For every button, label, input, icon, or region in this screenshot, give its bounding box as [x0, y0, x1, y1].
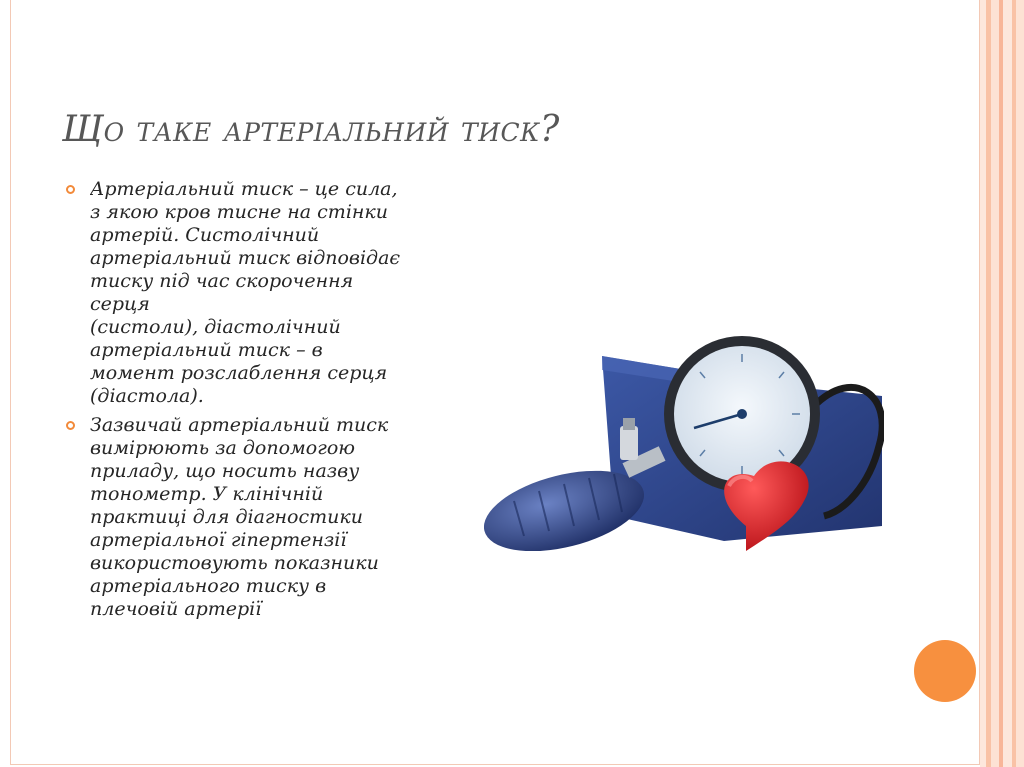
- bullet-text-measurement: Зазвичай артеріальний тиск вимірюють за допомогою приладу, що носить назву тонометр. У клінічній практиці для діагностики артеріальної гіпертензії використовують показники артеріального тиску в плечовій артерії: [90, 414, 389, 620]
- list-item: [62, 414, 462, 621]
- bullet-list: [62, 178, 462, 627]
- decorative-orange-circle: [914, 640, 976, 702]
- tonometer-photo: [484, 326, 884, 551]
- bullet-circle-icon: [66, 185, 75, 194]
- slide-title: Що таке артеріальний тиск?: [62, 109, 560, 150]
- list-item: [62, 178, 462, 408]
- decorative-stripes: [980, 0, 1024, 767]
- bullet-text-definition: Артеріальний тиск – це сила, з якою кров тисне на стінки артерій. Систолічний артеріальний тиск відповідає тиску під час скорочення серця (систоли), діастолічний артеріальний тиск – в момент розслаблення серця (діастола).: [90, 178, 401, 407]
- bullet-circle-icon: [66, 421, 75, 430]
